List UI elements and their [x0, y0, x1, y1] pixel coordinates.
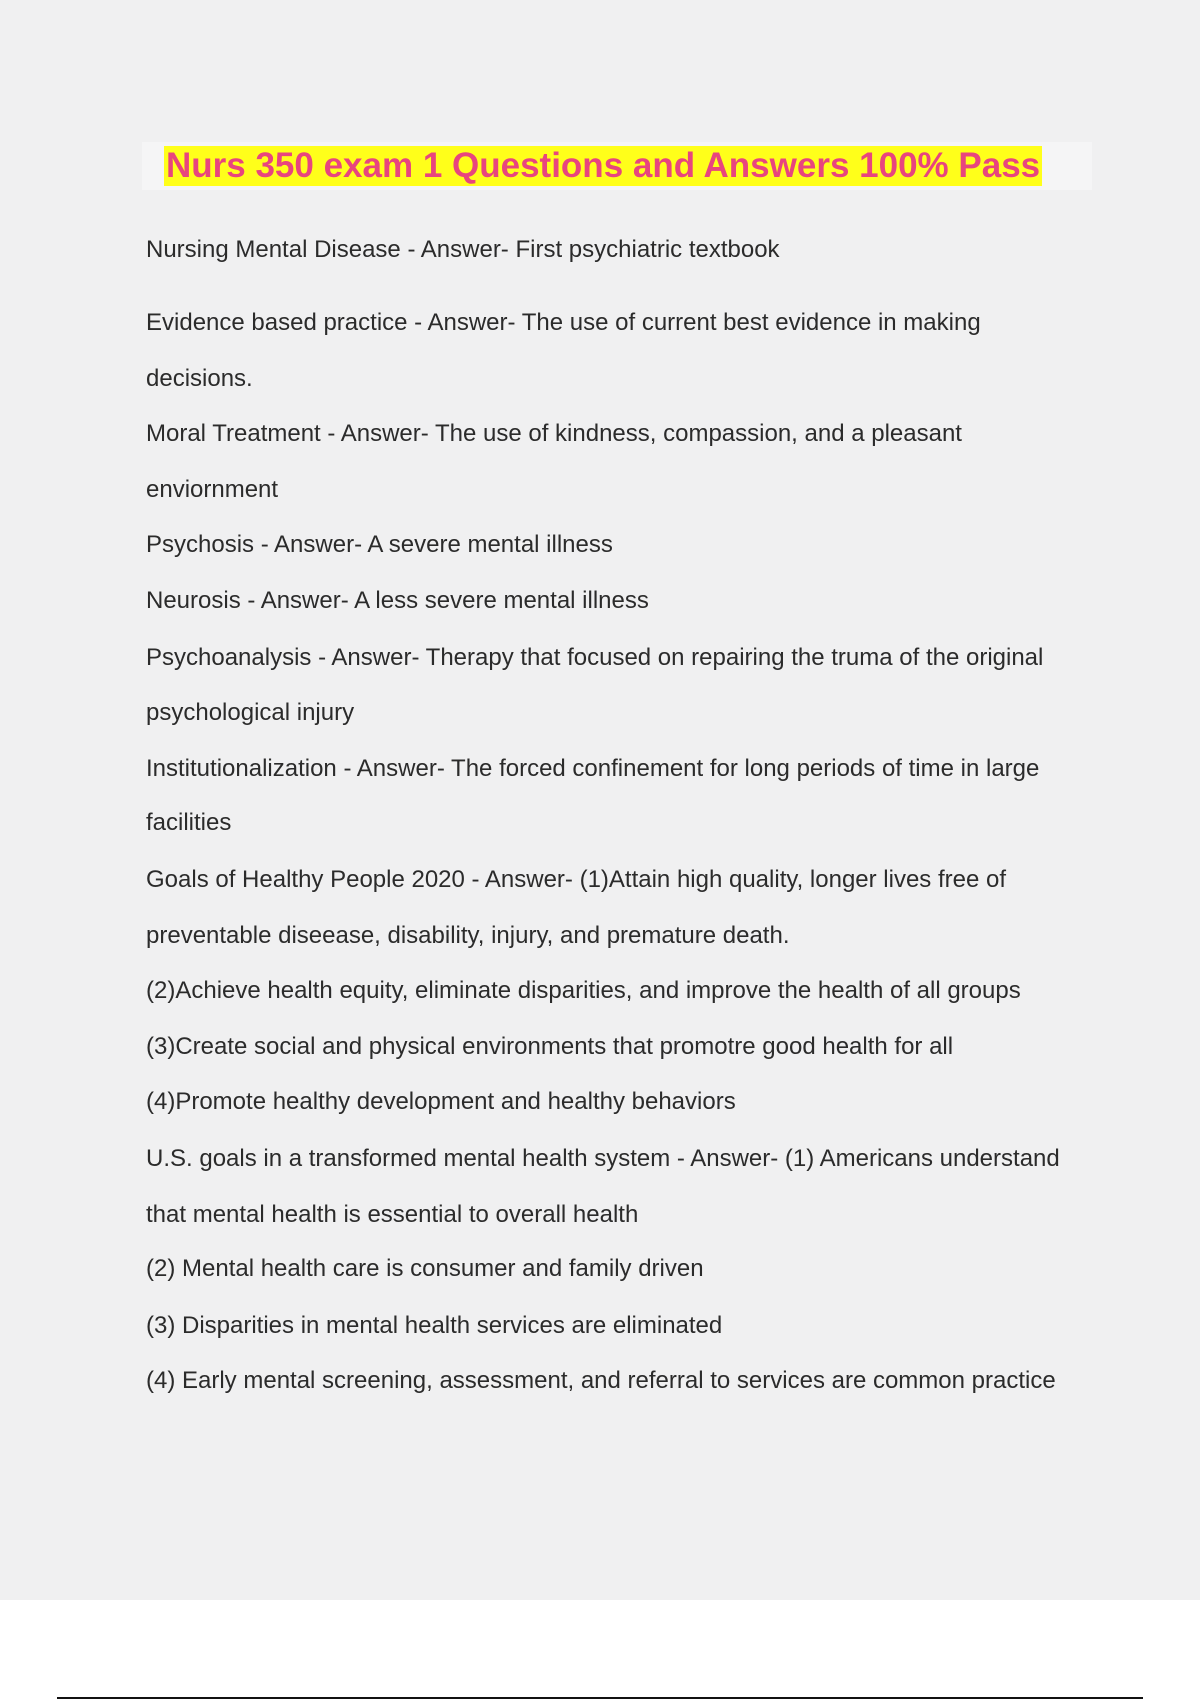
text-line: (4)Promote healthy development and healthy behaviors	[146, 1088, 736, 1115]
title-banner	[142, 142, 1092, 190]
text-line: Nursing Mental Disease - Answer- First psychiatric textbook	[146, 236, 780, 263]
text-line: U.S. goals in a transformed mental health system - Answer- (1) Americans understand	[146, 1145, 1060, 1172]
text-line: psychological injury	[146, 699, 355, 726]
footer-divider	[57, 1697, 1143, 1699]
text-line: Goals of Healthy People 2020 - Answer- (1)Attain high quality, longer lives free of	[146, 866, 1007, 893]
text-line: decisions.	[146, 365, 253, 392]
text-line: Neurosis - Answer- A less severe mental illness	[146, 587, 649, 614]
text-line: Evidence based practice - Answer- The use of current best evidence in making	[146, 309, 981, 336]
text-line: (3)Create social and physical environments that promotre good health for all	[146, 1033, 954, 1060]
text-line: Psychosis - Answer- A severe mental illness	[146, 531, 613, 558]
text-line: preventable diseease, disability, injury, and premature death.	[146, 922, 790, 949]
text-line: (3) Disparities in mental health services are eliminated	[146, 1312, 723, 1339]
text-line: that mental health is essential to overall health	[146, 1201, 639, 1228]
text-line: (4) Early mental screening, assessment, and referral to services are common practice	[146, 1367, 1056, 1394]
text-line: (2) Mental health care is consumer and family driven	[146, 1255, 704, 1282]
text-line: Psychoanalysis - Answer- Therapy that focused on repairing the truma of the original	[146, 644, 1044, 671]
text-line: Institutionalization - Answer- The forced confinement for long periods of time in large	[146, 755, 1040, 782]
text-line: enviornment	[146, 476, 279, 503]
page-title: Nurs 350 exam 1 Questions and Answers 100% Pass	[166, 146, 1041, 185]
text-line: facilities	[146, 809, 232, 836]
text-line: (2)Achieve health equity, eliminate disparities, and improve the health of all groups	[146, 977, 1021, 1004]
text-line: Moral Treatment - Answer- The use of kindness, compassion, and a pleasant	[146, 420, 962, 447]
